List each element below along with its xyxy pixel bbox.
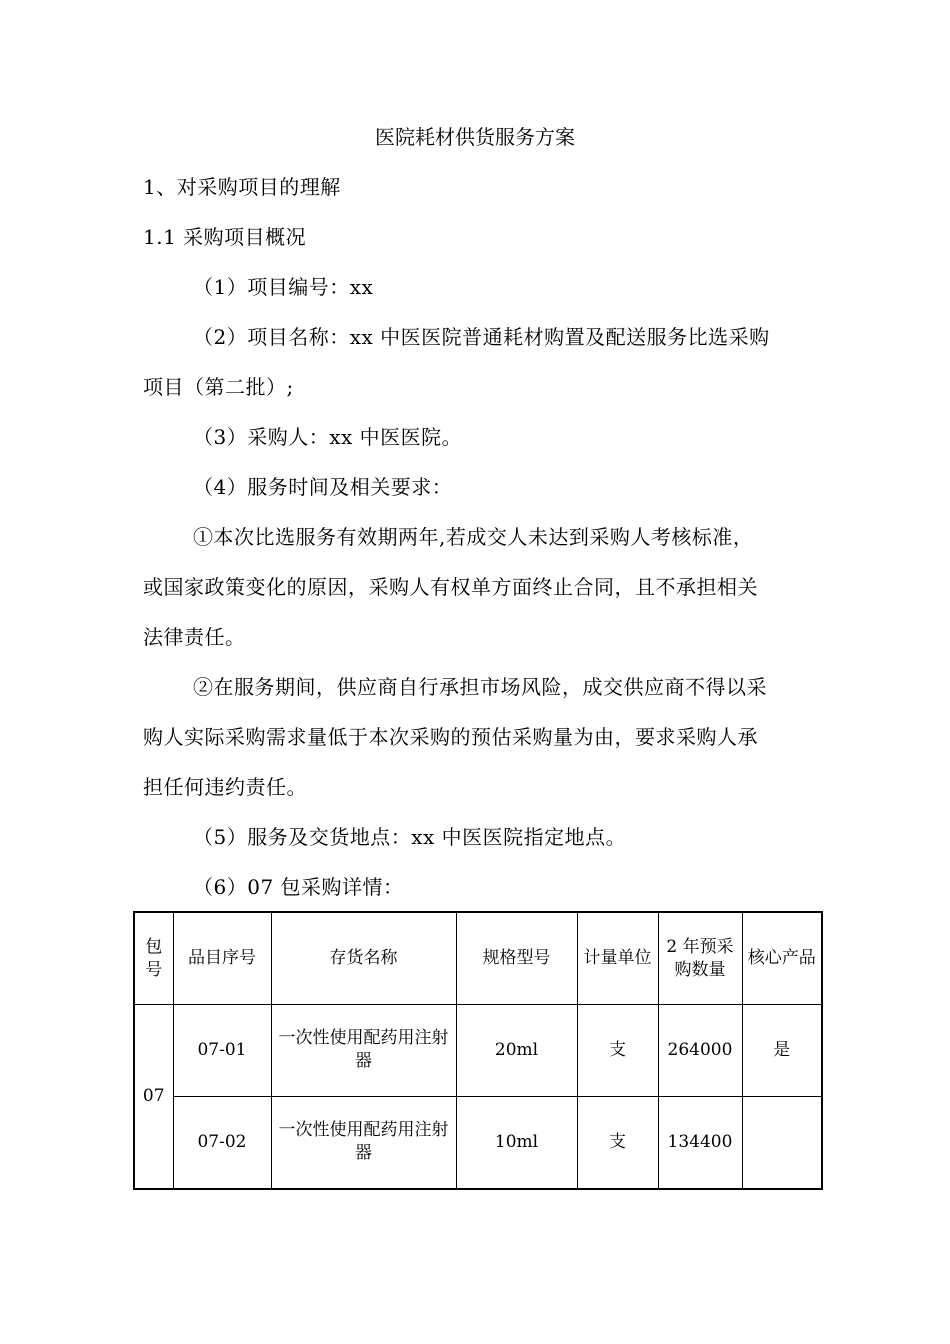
requirement-1: ①本次比选服务有效期两年,若成交人未达到采购人考核标准，: [193, 525, 754, 549]
section-heading: 1、对采购项目的理解: [143, 175, 341, 199]
spec-cell: 20ml: [456, 1005, 577, 1097]
core-cell: 是: [742, 1005, 822, 1097]
unit-cell: 支: [577, 1005, 658, 1097]
unit-cell: 支: [577, 1096, 658, 1189]
name-cell: 一次性使用配药用注射器: [271, 1005, 456, 1097]
subsection-heading: 1.1 采购项目概况: [143, 225, 307, 249]
requirement-2: ②在服务期间，供应商自行承担市场风险，成交供应商不得以采: [193, 675, 767, 699]
table-row: [134, 1005, 822, 1097]
requirement-1-end: 法律责任。: [143, 625, 246, 649]
package-cell: 07: [134, 1005, 173, 1190]
spec-cell: 10ml: [456, 1096, 577, 1189]
requirement-2-cont: 购人实际采购需求量低于本次采购的预估采购量为由，要求采购人承: [143, 725, 758, 749]
project-number: （1）项目编号：xx: [193, 275, 374, 299]
document-title: 医院耗材供货服务方案: [375, 125, 575, 149]
service-time-heading: （4）服务时间及相关要求：: [193, 475, 453, 499]
purchaser: （3）采购人：xx 中医医院。: [193, 425, 463, 449]
project-name-cont: 项目（第二批）;: [143, 375, 294, 399]
header-item-no: 品目序号: [173, 912, 271, 1005]
header-core: 核心产品: [742, 912, 822, 1005]
header-qty: 2 年预采购数量: [658, 912, 742, 1005]
requirement-2-end: 担任何违约责任。: [143, 775, 307, 799]
core-cell: [742, 1096, 822, 1189]
item-no-cell: 07-02: [173, 1096, 271, 1189]
item-no-cell: 07-01: [173, 1005, 271, 1097]
table-header-row: [134, 912, 822, 1005]
header-unit: 计量单位: [577, 912, 658, 1005]
qty-cell: 264000: [658, 1005, 742, 1097]
name-cell: 一次性使用配药用注射器: [271, 1096, 456, 1189]
project-name: （2）项目名称：xx 中医医院普通耗材购置及配送服务比选采购: [193, 325, 770, 349]
table-row: [134, 1096, 822, 1189]
procurement-table: [133, 911, 823, 1190]
requirement-1-cont: 或国家政策变化的原因，采购人有权单方面终止合同，且不承担相关: [143, 575, 758, 599]
qty-cell: 134400: [658, 1096, 742, 1189]
delivery-location: （5）服务及交货地点：xx 中医医院指定地点。: [193, 825, 627, 849]
header-name: 存货名称: [271, 912, 456, 1005]
header-spec: 规格型号: [456, 912, 577, 1005]
header-package: 包号: [134, 912, 173, 1005]
package-details-heading: （6）07 包采购详情：: [193, 875, 404, 899]
